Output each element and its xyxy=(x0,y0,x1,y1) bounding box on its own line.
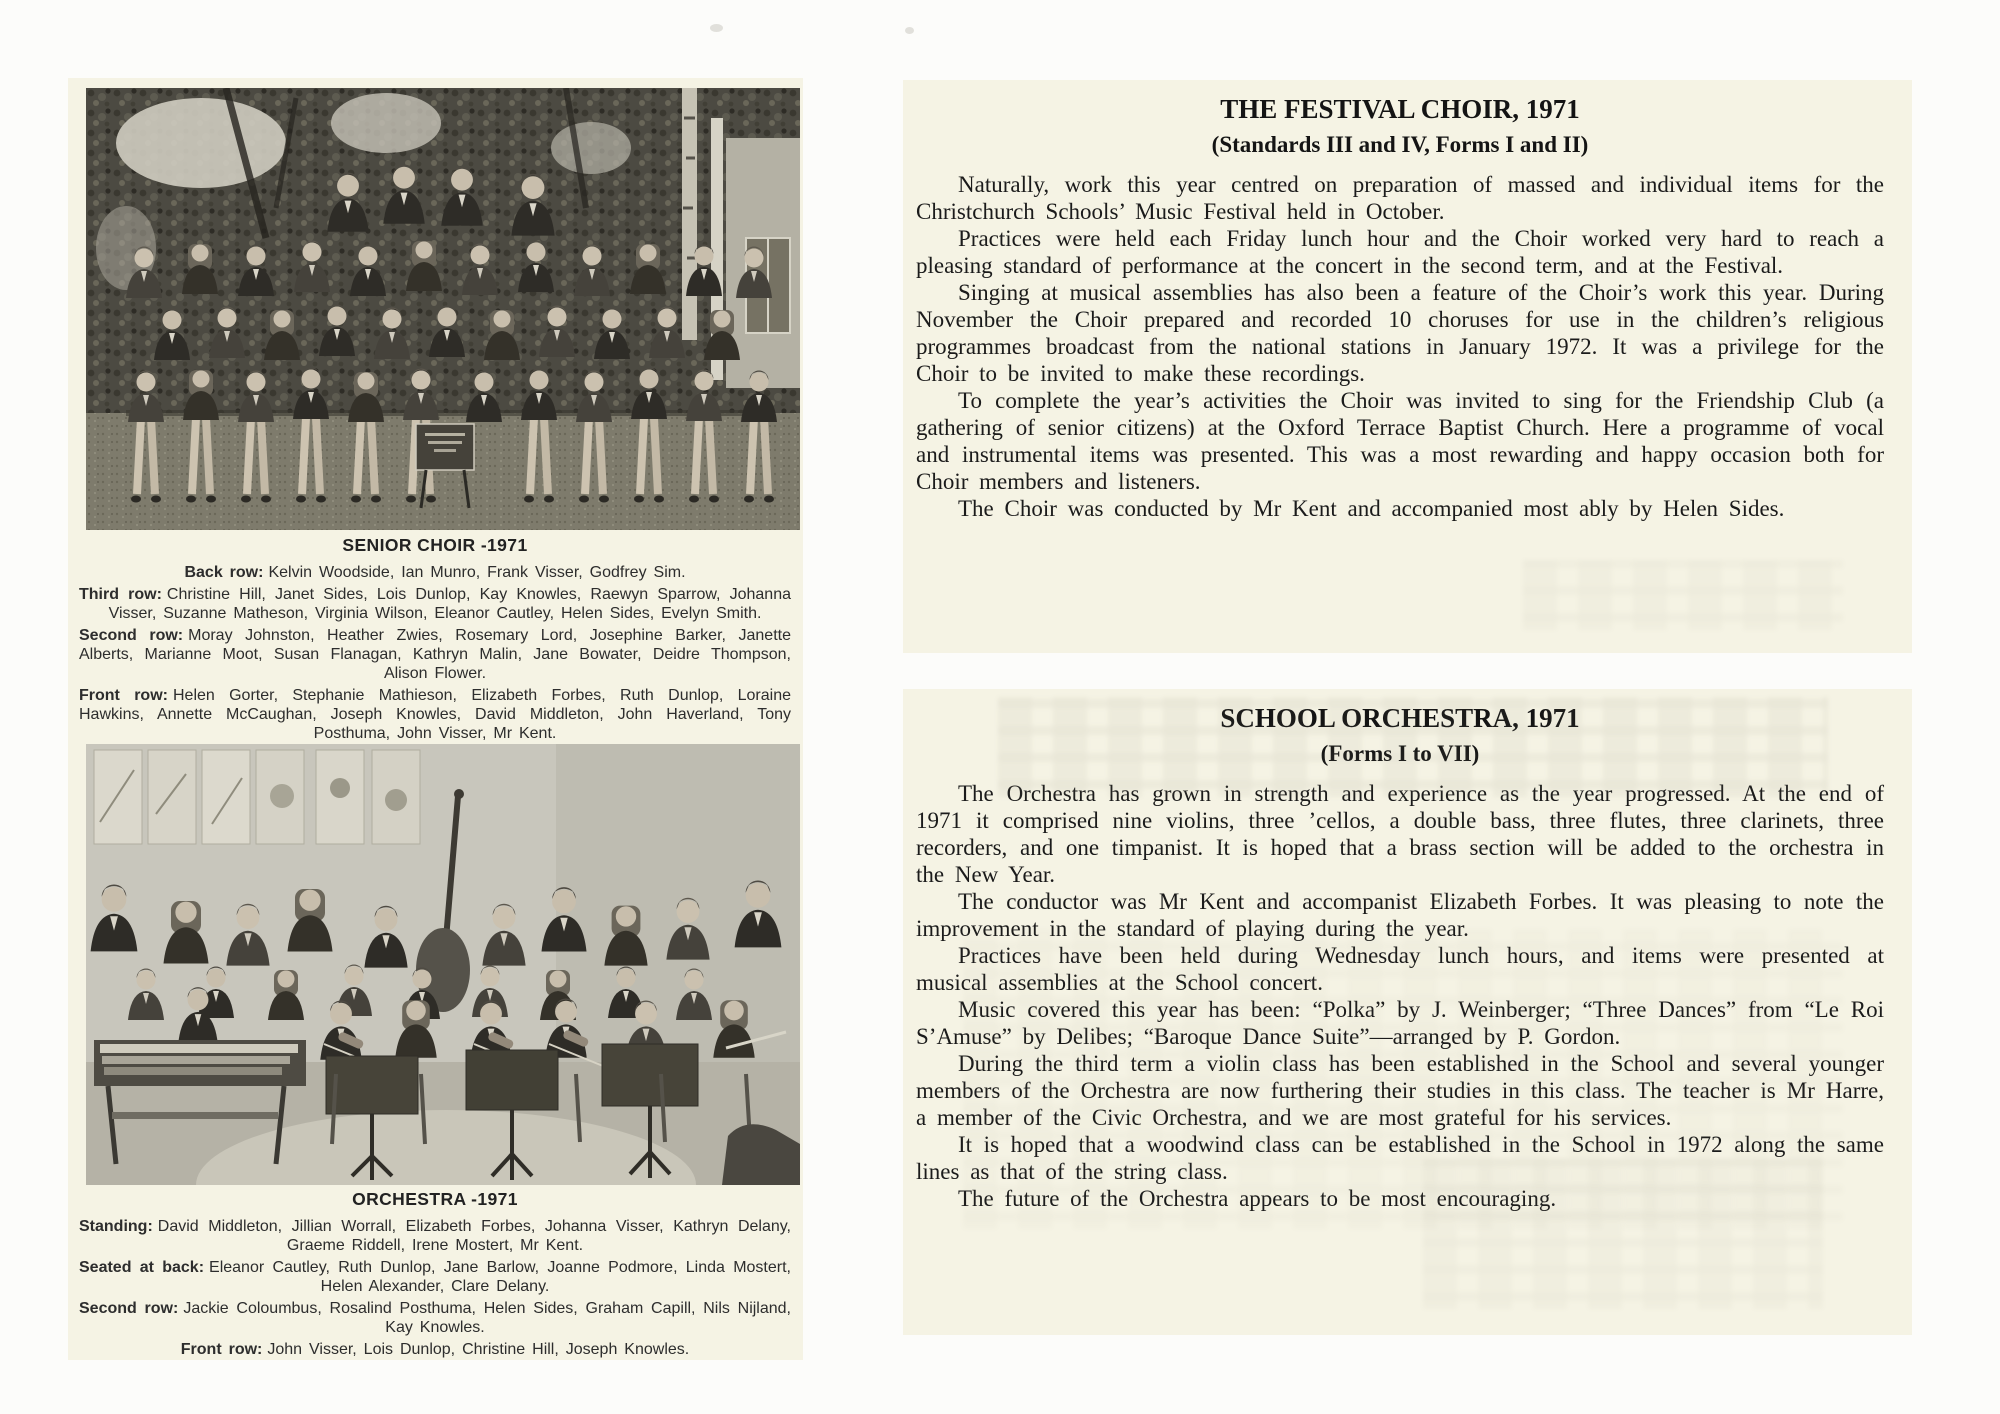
orchestra-photo xyxy=(86,744,800,1185)
caption-row-names: Moray Johnston, Heather Zwies, Rosemary Lord, Josephine Barker, Janette Alberts, Marianne Moot, Susan Flanagan, Kathryn Malin, Jane Bowater, Deidre Thompson, Alison Flower. xyxy=(79,627,791,682)
caption-row xyxy=(79,686,791,743)
senior-choir-photo-art xyxy=(86,88,800,530)
festival-choir-article xyxy=(903,80,1912,653)
article-paragraph: Practices have been held during Wednesday lunch hours, and items were presented at musical assemblies at the School concert. xyxy=(916,943,1884,995)
school-orchestra-article xyxy=(903,689,1912,1335)
article-paragraph: The conductor was Mr Kent and accompanist Elizabeth Forbes. It was pleasing to note the improvement in the standard of playing during the year. xyxy=(916,889,1884,941)
article-paragraph: Singing at musical assemblies has also been a feature of the Choir’s work this year. During November the Choir prepared and recorded 10 choruses for use in the children’s religious programmes broadcast from the national stations in January 1972. It was a privilege for the Choir to be invited to make these recordings. xyxy=(916,280,1884,386)
caption-row-label: Seated at back: xyxy=(79,1259,205,1276)
article-paragraph: Practices were held each Friday lunch hour and the Choir worked very hard to reach a pleasing standard of performance at the concert in the second term, and at the Festival. xyxy=(916,226,1884,278)
caption-row-names: Kelvin Woodside, Ian Munro, Frank Visser, Godfrey Sim. xyxy=(268,564,686,581)
caption-row-label: Front row: xyxy=(79,687,168,704)
caption-row xyxy=(79,1340,791,1359)
caption-row-label: Back row: xyxy=(184,564,264,581)
caption-row-label: Standing: xyxy=(79,1218,153,1235)
article-paragraph: To complete the year’s activities the Choir was invited to sing for the Friendship Club (a gathering of senior citizens) at the Oxford Terrace Baptist Church. Here a programme of vocal and instrumental items was presented. This was a most rewarding and happy occasion both for Choir members and listeners. xyxy=(916,388,1884,494)
bleed-through xyxy=(1523,560,1843,630)
caption-row-names: Christine Hill, Janet Sides, Lois Dunlop, Kay Knowles, Raewyn Sparrow, Johanna Visser, Suzanne Matheson, Virginia Wilson, Eleanor Cautley, Helen Sides, Evelyn Smith. xyxy=(108,586,791,622)
senior-choir-photo xyxy=(86,88,800,530)
caption-row-label: Second row: xyxy=(79,1300,179,1317)
article-paragraph: Music covered this year has been: “Polka” by J. Weinberger; “Three Dances” from “Le Roi S’Amuse” by Delibes; “Baroque Dance Suite”—arranged by P. Gordon. xyxy=(916,997,1884,1049)
school-orchestra-subtitle: (Forms I to VII) xyxy=(1320,741,1480,766)
caption-row xyxy=(79,1299,791,1337)
caption-row-names: John Visser, Lois Dunlop, Christine Hill, Joseph Knowles. xyxy=(267,1341,690,1358)
article-paragraph: Naturally, work this year centred on preparation of massed and individual items for the Christchurch Schools’ Music Festival held in October. xyxy=(916,172,1884,224)
caption-row xyxy=(79,626,791,683)
article-paragraph: The Orchestra has grown in strength and experience as the year progressed. At the end of 1971 it comprised nine violins, three ’cellos, a double bass, three flutes, three clarinets, three recorders, and one timpanist. It is hoped that a brass section will be added to the orchestra in the New Year. xyxy=(916,781,1884,887)
caption-row xyxy=(79,1217,791,1255)
caption-row-names: Helen Gorter, Stephanie Mathieson, Elizabeth Forbes, Ruth Dunlop, Loraine Hawkins, Annette McCaughan, Joseph Knowles, David Middleton, John Haverland, Tony Posthuma, John Visser, Mr Kent. xyxy=(79,687,792,742)
caption-row-names: Eleanor Cautley, Ruth Dunlop, Jane Barlow, Joanne Podmore, Linda Mostert, Helen Alexander, Clare Delany. xyxy=(209,1259,791,1295)
orchestra-caption-title: ORCHESTRA -1971 xyxy=(352,1189,518,1209)
senior-choir-caption xyxy=(79,536,791,746)
caption-row-names: Jackie Coloumbus, Rosalind Posthuma, Helen Sides, Graham Capill, Nils Nijland, Kay Knowles. xyxy=(183,1300,792,1336)
article-paragraph: The Choir was conducted by Mr Kent and accompanied most ably by Helen Sides. xyxy=(958,496,1785,521)
festival-choir-subtitle: (Standards III and IV, Forms I and II) xyxy=(1211,132,1589,157)
caption-row xyxy=(79,585,791,623)
print-speck xyxy=(905,27,914,34)
caption-row-label: Second row: xyxy=(79,627,184,644)
print-speck xyxy=(710,24,723,32)
caption-row-names: David Middleton, Jillian Worrall, Elizabeth Forbes, Johanna Visser, Kathryn Delany, Graeme Riddell, Irene Mostert, Mr Kent. xyxy=(157,1218,791,1254)
caption-row-label: Front row: xyxy=(180,1341,263,1358)
article-paragraph: The future of the Orchestra appears to be most encouraging. xyxy=(958,1186,1557,1211)
photo-column-panel xyxy=(68,78,803,1360)
orchestra-caption xyxy=(79,1190,791,1362)
festival-choir-title: THE FESTIVAL CHOIR, 1971 xyxy=(1220,94,1580,124)
article-paragraph: It is hoped that a woodwind class can be established in the School in 1972 along the same lines as that of the string class. xyxy=(916,1132,1884,1184)
school-orchestra-title: SCHOOL ORCHESTRA, 1971 xyxy=(1220,703,1580,733)
senior-choir-caption-title: SENIOR CHOIR -1971 xyxy=(342,535,528,555)
caption-row xyxy=(79,563,791,582)
caption-row-label: Third row: xyxy=(79,586,162,603)
orchestra-photo-art xyxy=(86,744,800,1185)
caption-row xyxy=(79,1258,791,1296)
article-paragraph: During the third term a violin class has been established in the School and several younger members of the Orchestra are now furthering their studies in this class. The teacher is Mr Harre, a member of the Civic Orchestra, and we are most grateful for his services. xyxy=(916,1051,1884,1130)
